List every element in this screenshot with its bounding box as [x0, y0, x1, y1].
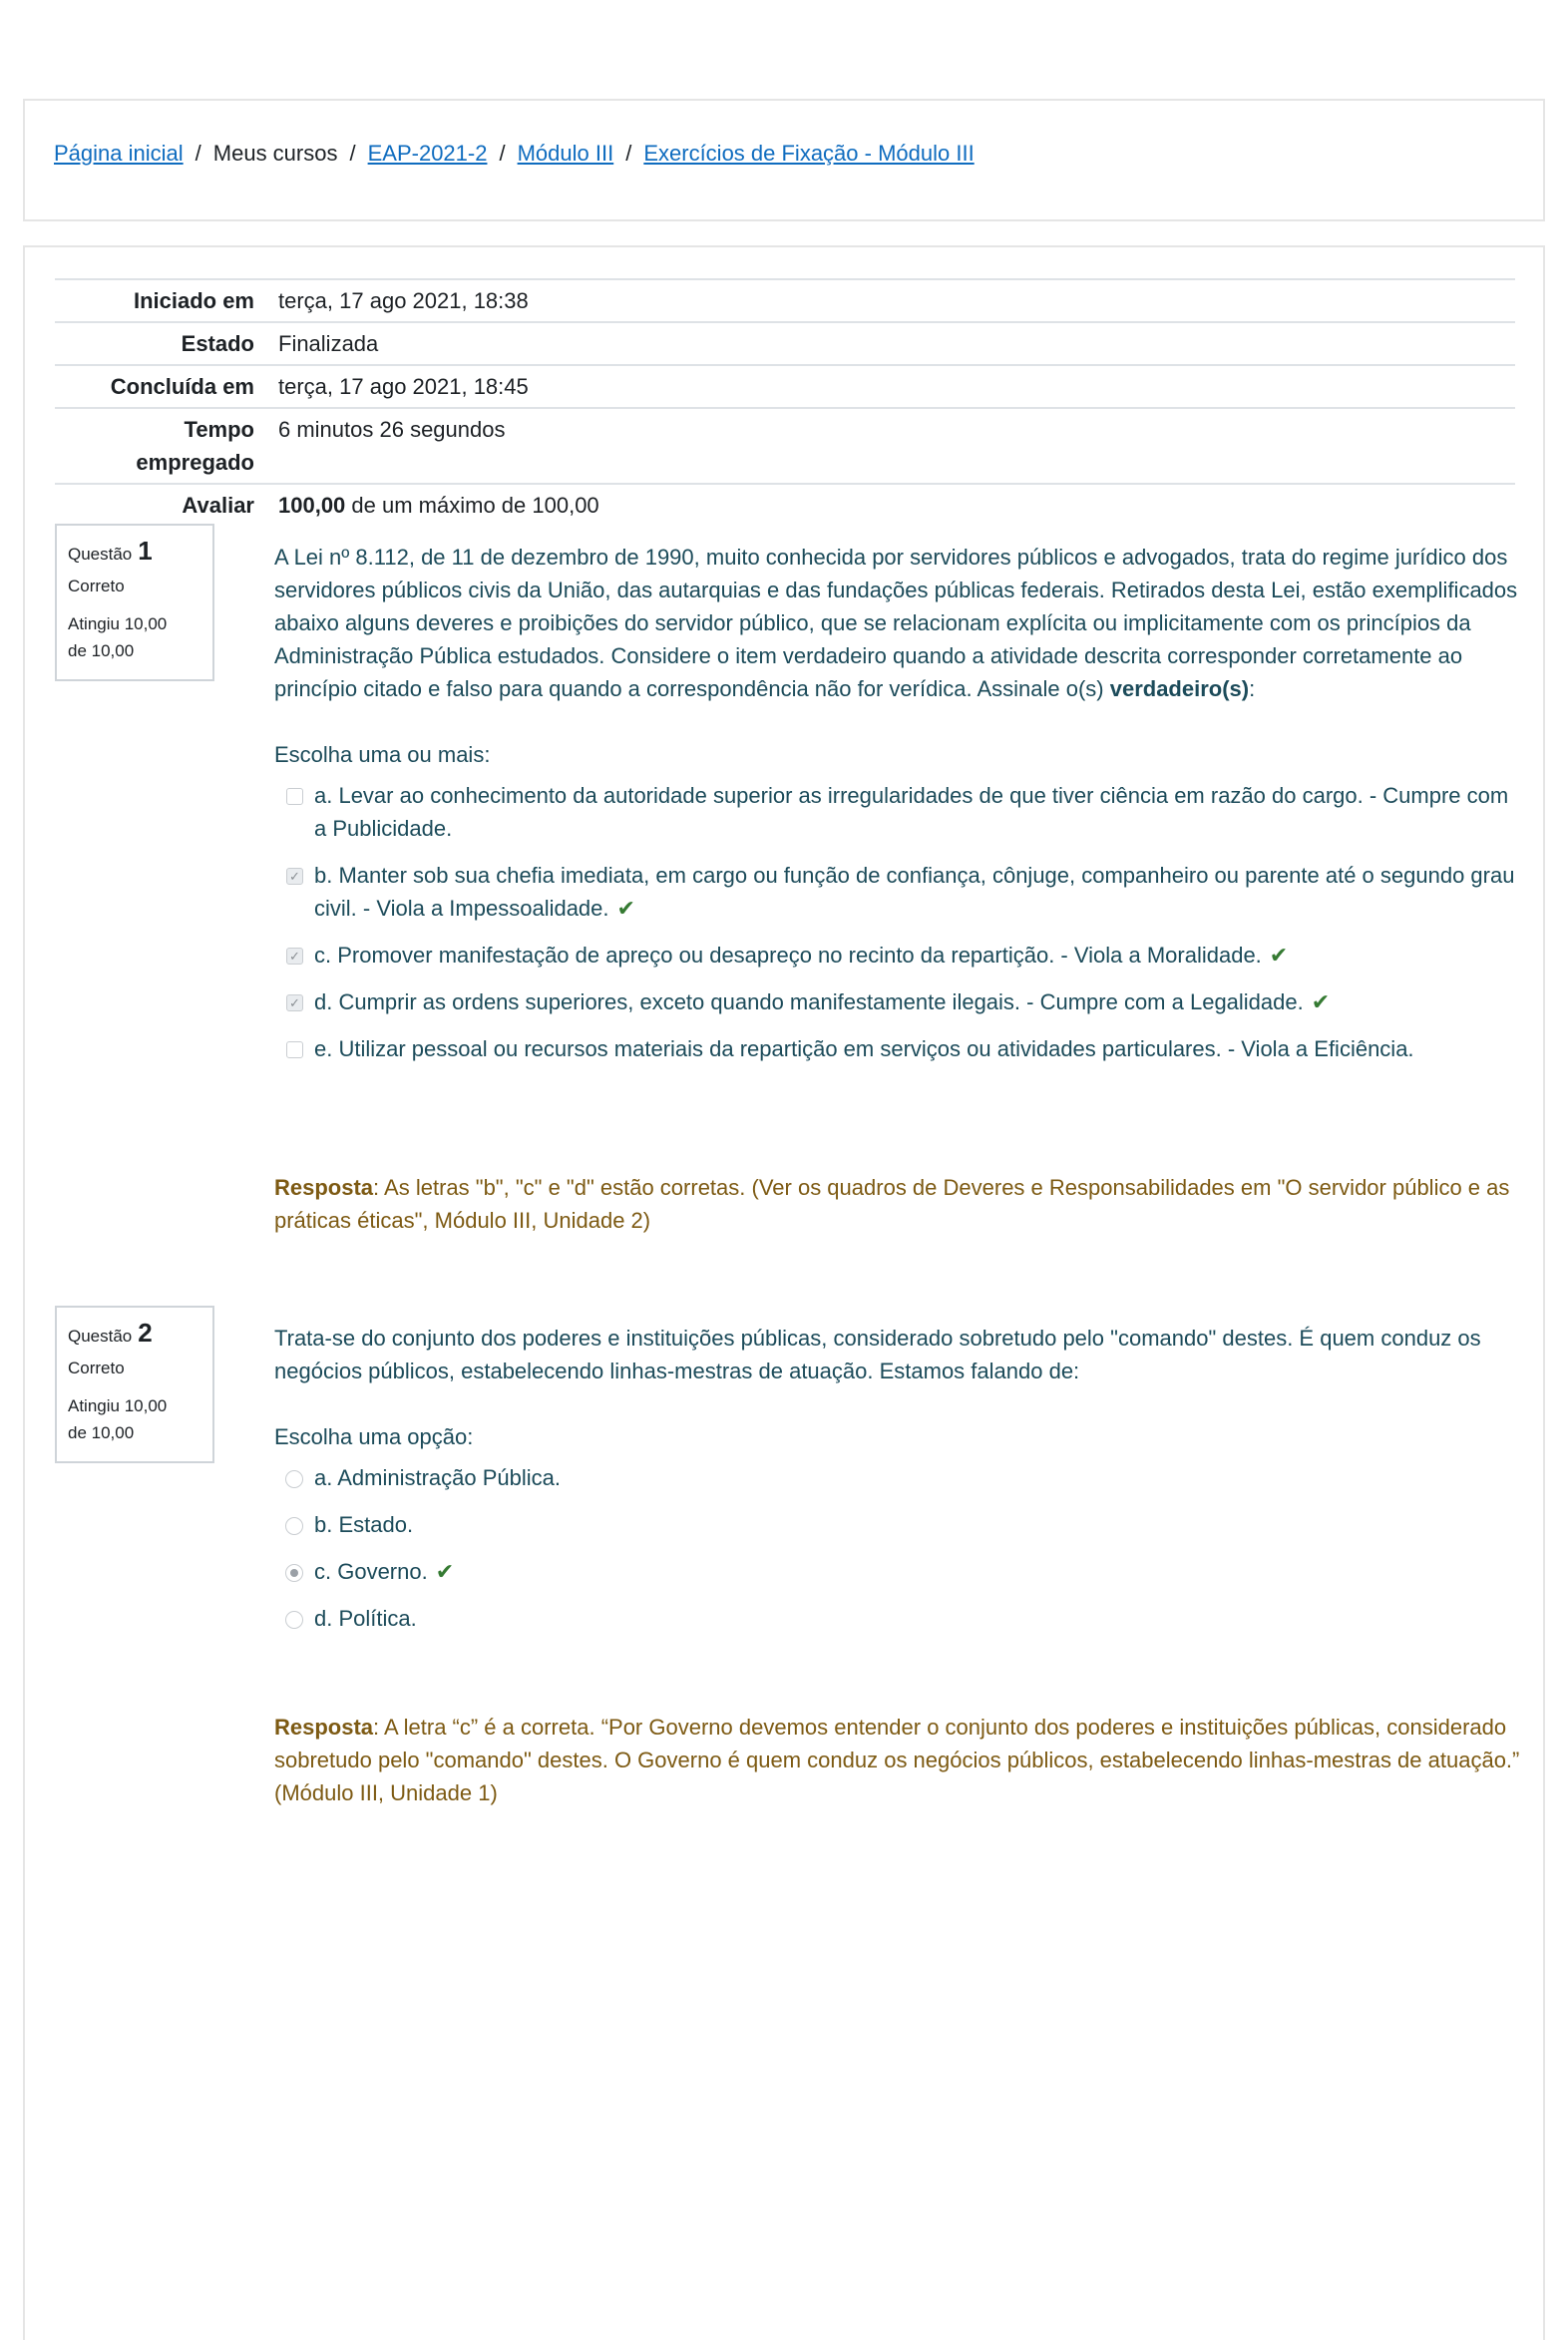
breadcrumb-separator: / — [625, 141, 632, 166]
answer-prompt: Escolha uma ou mais: — [274, 742, 491, 767]
checkbox-unchecked-icon[interactable] — [286, 1041, 303, 1058]
question-number — [68, 536, 212, 567]
checkbox-checked-icon[interactable]: ✓ — [286, 948, 303, 965]
correct-check-icon: ✔ — [435, 1559, 455, 1584]
question-text-bold: verdadeiro(s) — [1109, 676, 1250, 701]
summary-label: Concluída em — [110, 374, 254, 399]
breadcrumb-separator: / — [195, 141, 201, 166]
checkbox-checked-icon[interactable]: ✓ — [286, 868, 303, 885]
breadcrumb-module-link[interactable]: Módulo III — [517, 141, 614, 166]
answer-text: e. Utilizar pessoal ou recursos materiais da repartição em serviços ou atividades particulares. - Viola a Eficiência. — [314, 1036, 1414, 1061]
question-label: Questão — [68, 1327, 133, 1346]
question-number-value: 2 — [138, 1318, 153, 1348]
answer-option-a[interactable] — [274, 1461, 1521, 1494]
question-info-box — [55, 1306, 214, 1463]
summary-label: Avaliar — [182, 493, 254, 518]
question-label: Questão — [68, 545, 133, 564]
breadcrumb-card — [23, 99, 1545, 221]
answer-list — [274, 1461, 1521, 1635]
question-text-main: A Lei nº 8.112, de 11 de dezembro de 1990, muito conhecida por servidores públicos e advogados, trata do regime jurídico dos servidores públicos civis da União, das autarquias e das fundações públicas federais. Retirados desta Lei, estão exemplificados abaixo alguns deveres e proibições do servidor público, que se relacionam explícita ou implicitamente com os princípios da Administração Pública estudados. Considere o item verdadeiro quando a atividade descrita corresponder corretamente ao princípio citado e falso para quando a correspondência não for verídica. Assinale o(s) — [274, 545, 1518, 701]
summary-row-time — [55, 408, 1515, 484]
answer-text: b. Manter sob sua chefia imediata, em cargo ou função de confiança, cônjuge, companheiro ou parente até o segundo grau civil. - Viola a Impessoalidade. — [314, 863, 1515, 921]
question-1-feedback — [274, 1171, 1521, 1237]
radio-checked-icon[interactable] — [285, 1564, 303, 1582]
summary-label — [55, 408, 276, 484]
question-2-feedback — [274, 1711, 1521, 1809]
grade-line: Atingiu 10,00 — [68, 1396, 168, 1415]
summary-label-line: Tempo — [184, 417, 254, 442]
answer-prompt: Escolha uma opção: — [274, 1424, 474, 1449]
summary-label-line: empregado — [136, 450, 254, 475]
breadcrumb — [54, 141, 975, 167]
answer-option-c[interactable] — [274, 1555, 1521, 1588]
summary-value — [276, 484, 1515, 526]
breadcrumb-home-link[interactable]: Página inicial — [54, 141, 184, 166]
breadcrumb-course-link[interactable]: EAP-2021-2 — [367, 141, 488, 166]
question-text-end: : — [1249, 676, 1256, 701]
grade-suffix: de um máximo de 100,00 — [345, 493, 599, 518]
question-number-value: 1 — [138, 536, 153, 566]
radio-unchecked-icon[interactable] — [285, 1470, 303, 1488]
breadcrumb-separator: / — [499, 141, 506, 166]
question-state: Correto — [68, 577, 125, 595]
summary-value: terça, 17 ago 2021, 18:45 — [278, 374, 529, 399]
answer-list — [274, 779, 1521, 1065]
feedback-text: : A letra “c” é a correta. “Por Governo devemos entender o conjunto dos poderes e instituições públicas, considerado sobretudo pelo "comando" destes. O Governo é quem conduz os negócios públicos, estabelecendo linhas-mestras de atuação.” (Módulo III, Unidade 1) — [274, 1715, 1520, 1805]
summary-row-state — [55, 322, 1515, 365]
question-1-content — [274, 541, 1521, 1065]
question-grade — [68, 1392, 212, 1446]
feedback-text: : As letras "b", "c" e "d" estão corretas. (Ver os quadros de Deveres e Responsabilidades em "O servidor público e as práticas éticas", Módulo III, Unidade 2) — [274, 1175, 1510, 1233]
feedback-label: Resposta — [274, 1715, 374, 1740]
breadcrumb-my-courses: Meus cursos — [212, 141, 338, 166]
feedback-label: Resposta — [274, 1175, 374, 1200]
answer-option-a[interactable] — [274, 779, 1521, 845]
answer-text: c. Promover manifestação de apreço ou desapreço no recinto da repartição. - Viola a Moralidade. — [314, 943, 1262, 968]
answer-option-c[interactable] — [274, 939, 1521, 972]
radio-unchecked-icon[interactable] — [285, 1611, 303, 1629]
question-text: Trata-se do conjunto dos poderes e instituições públicas, considerado sobretudo pelo "comando" destes. É quem conduz os negócios públicos, estabelecendo linhas-mestras de atuação. Estamos falando de: — [274, 1326, 1481, 1383]
answer-text: d. Cumprir as ordens superiores, exceto quando manifestamente ilegais. - Cumpre com a Legalidade. — [314, 989, 1304, 1014]
answer-option-b[interactable] — [274, 1508, 1521, 1541]
main-content — [23, 245, 1545, 2340]
radio-unchecked-icon[interactable] — [285, 1517, 303, 1535]
attempt-summary-table — [55, 278, 1515, 526]
summary-label: Iniciado em — [133, 288, 254, 313]
question-2-content — [274, 1322, 1521, 1635]
breadcrumb-separator: / — [349, 141, 356, 166]
answer-text: a. Administração Pública. — [314, 1465, 562, 1490]
summary-row-started — [55, 279, 1515, 322]
grade-line: Atingiu 10,00 — [68, 614, 168, 633]
question-text — [274, 541, 1521, 705]
question-grade — [68, 610, 212, 664]
checkbox-unchecked-icon[interactable] — [286, 788, 303, 805]
summary-value: 6 minutos 26 segundos — [278, 417, 506, 442]
breadcrumb-activity-link[interactable]: Exercícios de Fixação - Módulo III — [643, 141, 975, 166]
question-state: Correto — [68, 1359, 125, 1377]
question-number — [68, 1318, 212, 1349]
question-info-box — [55, 524, 214, 681]
answer-text: a. Levar ao conhecimento da autoridade superior as irregularidades de que tiver ciência em razão do cargo. - Cumpre com a Publicidade. — [314, 783, 1509, 841]
grade-value: 100,00 — [278, 493, 346, 518]
correct-check-icon: ✔ — [1311, 989, 1331, 1014]
summary-row-grade — [55, 484, 1515, 526]
answer-option-d[interactable] — [274, 1602, 1521, 1635]
answer-text: c. Governo. — [314, 1559, 428, 1584]
answer-option-e[interactable] — [274, 1032, 1521, 1065]
summary-value: terça, 17 ago 2021, 18:38 — [278, 288, 529, 313]
summary-label: Estado — [181, 331, 254, 356]
answer-text: b. Estado. — [314, 1512, 414, 1537]
summary-value: Finalizada — [278, 331, 379, 356]
answer-option-d[interactable] — [274, 985, 1521, 1018]
correct-check-icon: ✔ — [1269, 943, 1289, 968]
correct-check-icon: ✔ — [616, 896, 635, 921]
grade-line: de 10,00 — [68, 641, 135, 660]
answer-text: d. Política. — [314, 1606, 417, 1631]
answer-option-b[interactable] — [274, 859, 1521, 925]
checkbox-checked-icon[interactable]: ✓ — [286, 994, 303, 1011]
grade-line: de 10,00 — [68, 1423, 135, 1442]
summary-row-completed — [55, 365, 1515, 408]
